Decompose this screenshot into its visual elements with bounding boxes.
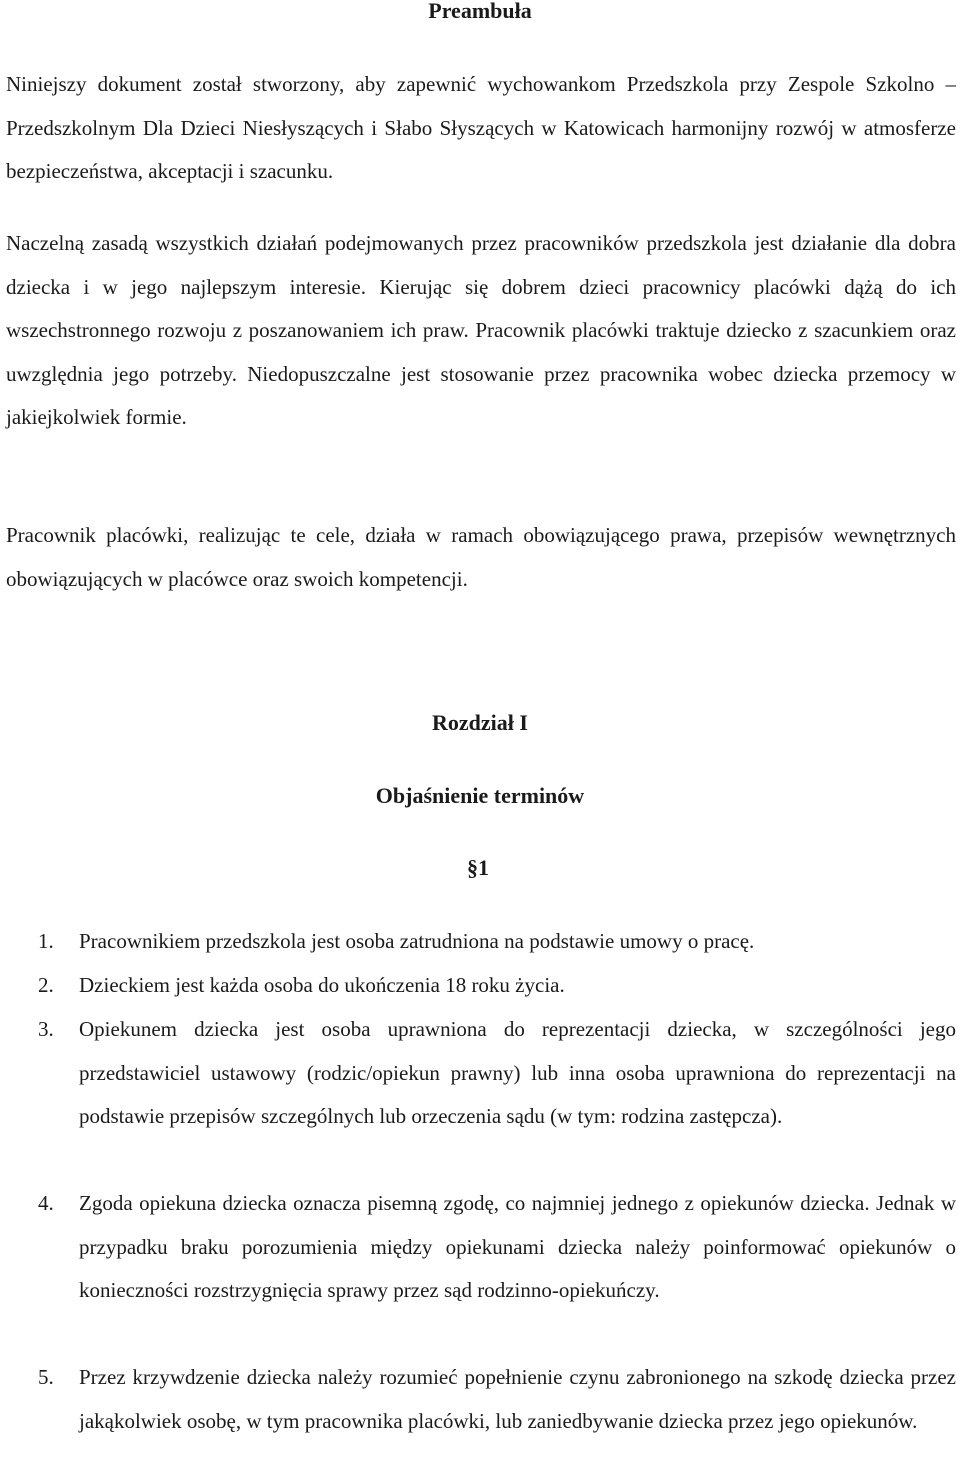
list-item-number: 3. bbox=[38, 1017, 54, 1041]
list-item: Pracownikiem przedszkola jest osoba zatrudniona na podstawie umowy o pracę. bbox=[79, 929, 755, 953]
preamble-paragraph-3: Pracownik placówki, realizując te cele, działa w ramach obowiązującego prawa, przepisów wewnętrznych obowiązujących w placówce oraz swoich kompetencji. bbox=[6, 523, 956, 591]
chapter-subtitle: Objaśnienie terminów bbox=[375, 783, 585, 808]
list-item-number: 1. bbox=[38, 929, 54, 953]
chapter-title: Rozdział I bbox=[432, 710, 528, 735]
preamble-paragraph-2: Naczelną zasadą wszystkich działań podejmowanych przez pracowników przedszkola jest działanie dla dobra dziecka i w jego najlepszym interesie. Kierując się dobrem dzieci pracownicy placówki dążą do ich wszechstronnego rozwoju z poszanowaniem ich praw. Pracownik placówki traktuje dziecko z szacunkiem oraz uwzględnia jego potrzeby. Niedopuszczalne jest stosowanie przez pracownika wobec dziecka przemocy w jakiejkolwiek formie. bbox=[6, 231, 956, 429]
list-item-number: 5. bbox=[38, 1365, 54, 1389]
list-item-number: 2. bbox=[38, 973, 54, 997]
list-item: Dzieckiem jest każda osoba do ukończenia 18 roku życia. bbox=[79, 973, 565, 997]
list-item: Przez krzywdzenie dziecka należy rozumieć popełnienie czynu zabronionego na szkodę dziecka przez jakąkolwiek osobę, w tym pracownika placówki, lub zaniedbywanie dziecka przez jego opiekunów. bbox=[79, 1365, 956, 1433]
list-item: Zgoda opiekuna dziecka oznacza pisemną zgodę, co najmniej jednego z opiekunów dziecka. Jednak w przypadku braku porozumienia między opiekunami dziecka należy poinformować opiekunów o konieczności rozstrzygnięcia sprawy przez sąd rodzinno-opiekuńczy. bbox=[79, 1191, 956, 1302]
list-item: Opiekunem dziecka jest osoba uprawniona do reprezentacji dziecka, w szczególności jego przedstawiciel ustawowy (rodzic/opiekun prawny) lub inna osoba uprawniona do reprezentacji na podstawie przepisów szczególnych lub orzeczenia sądu (w tym: rodzina zastępcza). bbox=[79, 1017, 956, 1128]
section-number: §1 bbox=[467, 855, 489, 880]
preamble-paragraph-1: Niniejszy dokument został stworzony, aby zapewnić wychowankom Przedszkola przy Zespole Szkolno – Przedszkolnym Dla Dzieci Niesłyszących i Słabo Słyszących w Katowicach harmonijny rozwój w atmosferze bezpieczeństwa, akceptacji i szacunku. bbox=[6, 72, 956, 183]
preamble-title: Preambuła bbox=[428, 0, 532, 23]
list-item-number: 4. bbox=[38, 1191, 54, 1215]
